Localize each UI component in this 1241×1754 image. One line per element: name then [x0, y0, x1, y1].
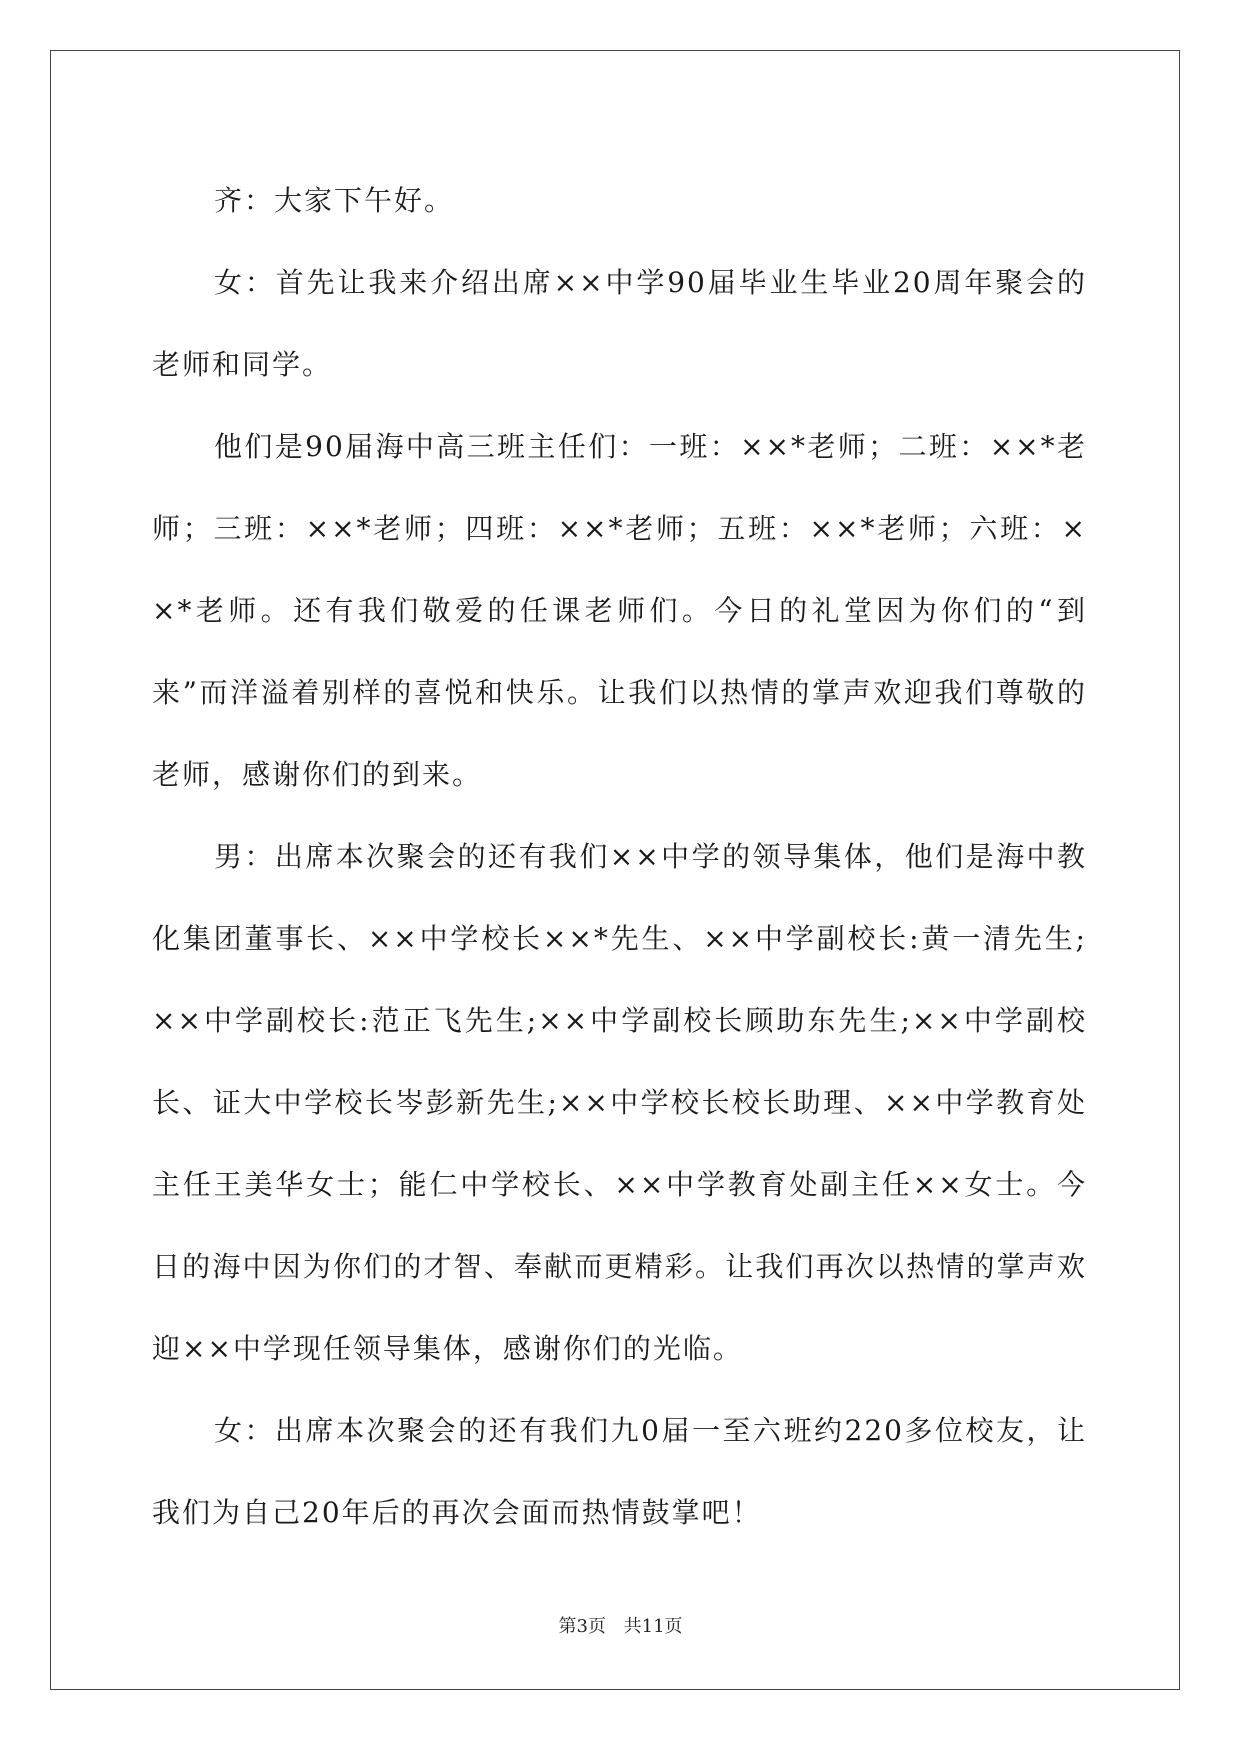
paragraph-leaders: 男：出席本次聚会的还有我们××中学的领导集体，他们是海中教化集团董事长、××中学校长××*先生、××中学副校长:黄一清先生;××中学副校长:范正飞先生;××中学副校长顾助东先生;××中学副校长、证大中学校长岑彭新先生;××中学校长校长助理、××中学教育处主任王美华女士；能仁中学校长、××中学教育处副主任××女士。今日的海中因为你们的才智、奉献而更精彩。让我们再次以热情的掌声欢迎××中学现任领导集体，感谢你们的光临。: [152, 840, 1087, 1365]
paragraph-introduction: 女：首先让我来介绍出席××中学90届毕业生毕业20周年聚会的老师和同学。: [152, 266, 1087, 381]
paragraph-alumni: 女：出席本次聚会的还有我们九0届一至六班约220多位校友，让我们为自己20年后的再次会面而热情鼓掌吧！: [152, 1414, 1087, 1529]
document-body: [152, 160, 1087, 1554]
paragraph-greeting: 齐：大家下午好。: [214, 184, 455, 217]
page-number: 第3页: [558, 1616, 606, 1637]
paragraph-teachers: 他们是90届海中高三班主任们：一班：××*老师；二班：××*老师；三班：××*老师；四班：××*老师；五班：××*老师；六班：××*老师。还有我们敬爱的任课老师们。今日的礼堂因为你们的“到来”而洋溢着别样的喜悦和快乐。让我们以热情的掌声欢迎我们尊敬的老师，感谢你们的到来。: [152, 430, 1087, 791]
page-total: 共11页: [623, 1616, 683, 1637]
page-footer: [0, 1612, 1241, 1638]
